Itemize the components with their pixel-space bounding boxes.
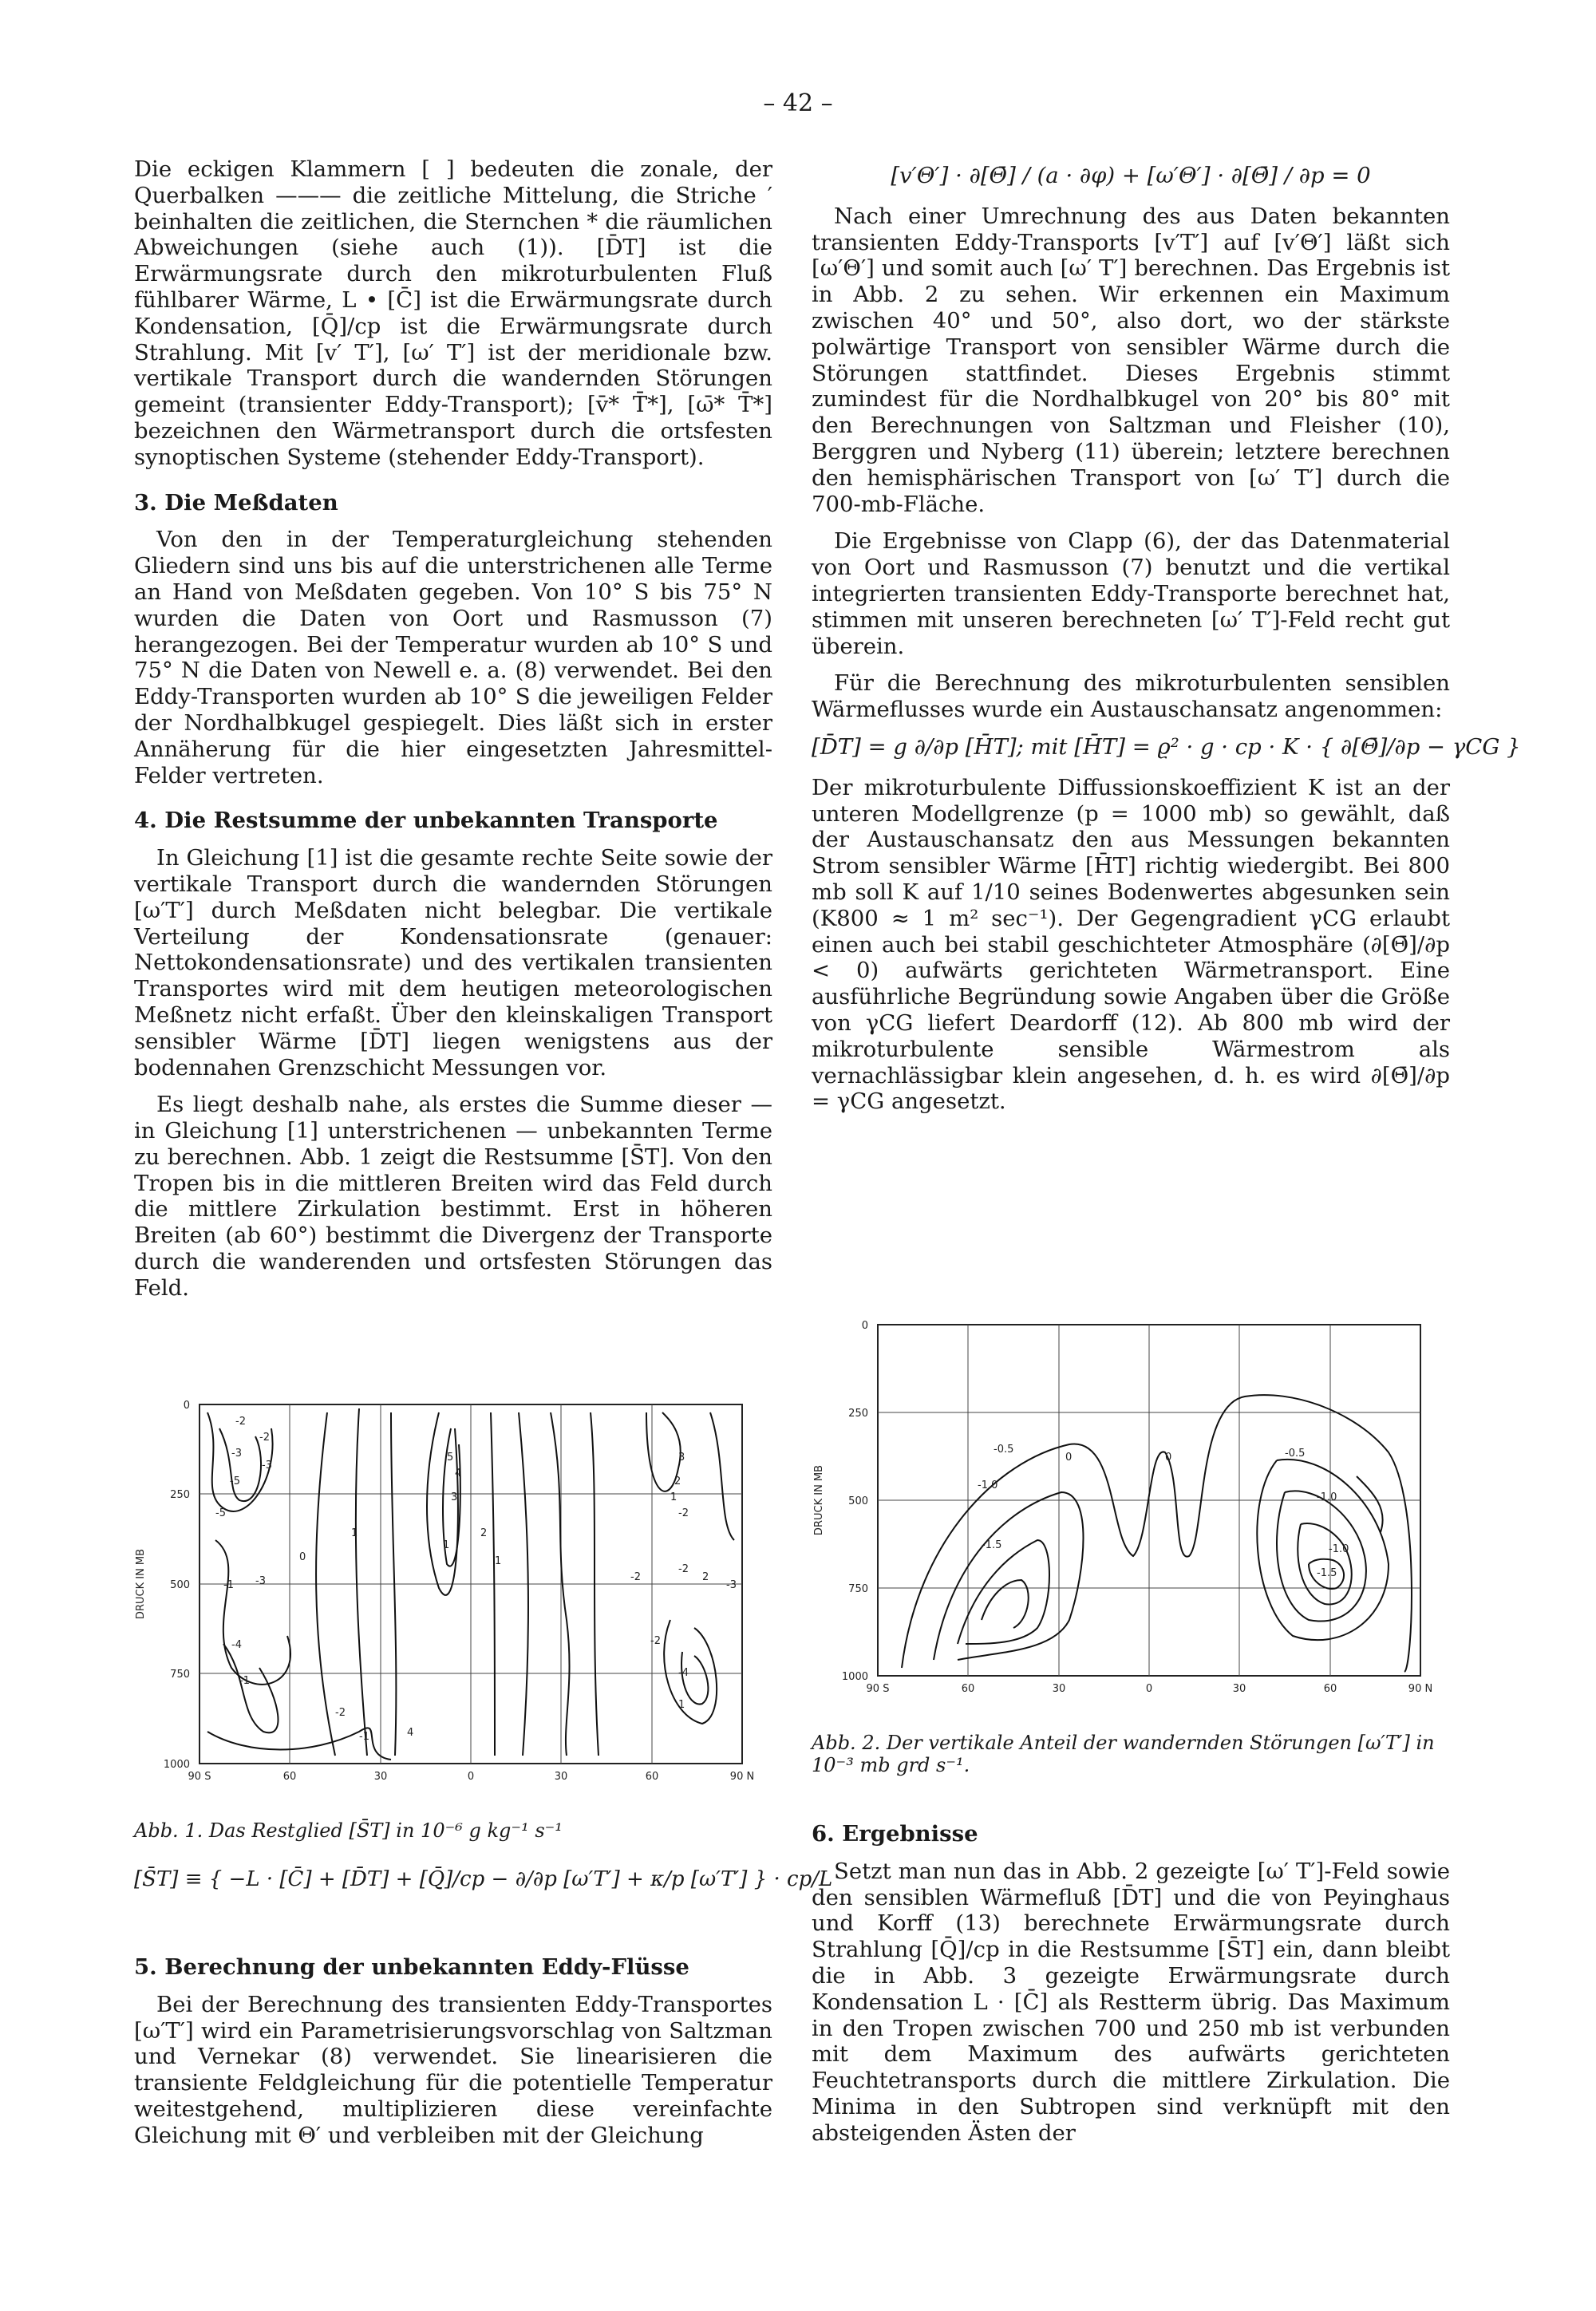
equation-mid: [D̄T] = g ∂/∂p [H̄T]; mit [H̄T] = ϱ² · g · cp · K · { ∂[Θ̄]/∂p − γCG } [812, 733, 1521, 760]
fig1-contour-label: -1 [359, 1731, 369, 1743]
fig1-contour-label: -2 [235, 1416, 246, 1428]
fig1-contour-label: -1 [239, 1675, 250, 1687]
right-para-4: Der mikroturbulente Diffussionskoeffizient K ist an der unteren Modellgrenze (p = 1000 mb) so gewählt, daß der Austauschansatz den aus Messungen bekannten Strom sensibler Wärme [H̄T] richtig wiedergibt. Bei 800 mb soll K auf 1/10 seines Bodenwertes abgesunken sein (K800 ≈ 1 m² sec⁻¹). Der Gegengradient γCG erlaubt einen auch bei stabil geschichteter Atmosphäre (∂[Θ̄]/∂p < 0) aufwärts gerichteten Wärmetransport. Eine ausführliche Begründung sowie Angaben über die Größe von γCG liefert Deardorff (12). Ab 800 mb wird der mikroturbulente sensible Wärmestrom als vernachlässigbar klein angesehen, d. h. es wird ∂[Θ̄]/∂p = γCG angesetzt. [812, 774, 1450, 1115]
fig1-contour-label: 1 [351, 1527, 358, 1539]
fig2-ytick: 1000 [841, 1671, 868, 1683]
fig2-contour-label: -1.0 [978, 1479, 998, 1491]
fig1-ytick: 1000 [163, 1759, 190, 1771]
figure-1-caption: Abb. 1. Das Restglied [S̄T] in 10⁻⁶ g kg⁻¹ s⁻¹ [134, 1819, 563, 1842]
fig1-ytick: 0 [183, 1400, 190, 1412]
fig1-xtick: 30 [554, 1771, 568, 1783]
fig1-contour-label: 1 [670, 1491, 678, 1503]
section-6-heading: 6. Ergebnisse [812, 1821, 978, 1847]
figure-2-plot [798, 1301, 1468, 1716]
section-6-text: Setzt man nun das in Abb. 2 gezeigte [ω′ T′]-Feld sowie den sensiblen Wärmefluß [D̄T] und die von Peyinghaus und Korff (13) berechnete Erwärmungsrate durch Strahlung [Q̄]/cp in die Restsumme [S̄T] ein, dann bleibt die in Abb. 3 gezeigte Erwärmungsrate durch Kondensation L · [C̄] als Restterm übrig. Das Maximum in den Tropen zwischen 700 und 250 mb ist verbunden mit dem Maximum des aufwärts gerichteten Feuchtetransports durch die mittlere Zirkulation. Die Minima in den Subtropen sind verknüpft mit den absteigenden Ästen der [812, 1858, 1450, 2146]
section-4-heading: 4. Die Restsumme der unbekannten Transporte [134, 808, 718, 834]
fig2-xtick: 60 [1323, 1683, 1337, 1695]
section-5-heading: 5. Berechnung der unbekannten Eddy-Flüsse [134, 1954, 689, 1980]
fig1-xtick: 90 N [729, 1771, 755, 1783]
fig1-contour-label: -2 [678, 1563, 689, 1575]
page-number: – 42 – [763, 89, 833, 117]
fig2-xtick: 90 S [866, 1683, 890, 1695]
fig1-contour-label: -5 [230, 1475, 240, 1487]
fig1-contour-label: 2 [674, 1475, 681, 1487]
right-para-3: Für die Berechnung des mikroturbulenten sensiblen Wärmeflusses wurde ein Austauschansatz angenommen: [812, 670, 1450, 723]
right-column-lower [812, 1802, 1450, 2158]
fig1-contour-label: 4 [407, 1727, 414, 1739]
fig1-xtick: 30 [373, 1771, 388, 1783]
fig1-contour-label: 2 [480, 1527, 488, 1539]
section-3-heading: 3. Die Meßdaten [134, 489, 338, 516]
fig1-contour-label: -2 [678, 1507, 689, 1519]
figure-1 [120, 1381, 782, 1827]
fig2-contour-label: -1.5 [1317, 1567, 1337, 1579]
fig1-contour-label: 4 [455, 1468, 462, 1479]
fig1-contour-label: 0 [299, 1551, 306, 1563]
fig1-contour-label: 5 [447, 1452, 454, 1464]
fig2-ytick: 0 [861, 1320, 868, 1332]
fig2-ytick: 500 [848, 1495, 868, 1507]
right-para-1: Nach einer Umrechnung des aus Daten bekannten transienten Eddy-Transports [v′T′] auf [v′Θ′] läßt sich [ω′Θ′] und somit auch [ω′ T′] berechnen. Das Ergebnis ist in Abb. 2 zu sehen. Wir erkennen ein Maximum zwischen 40° und 50°, also dort, wo der stärkste polwärtige Transport von sensibler Wärme durch die Störungen stattfindet. Dieses Ergebnis stimmt zumindest für die Nordhalbkugel von 20° bis 80° mit den Berechnungen von Saltzman und Fleisher (10), Berggren und Nyberg (11) überein; letztere berechnen den hemisphärischen Transport von [ω′ T′] durch die 700-mb-Fläche. [812, 203, 1450, 517]
fig1-ytick: 250 [170, 1489, 190, 1501]
fig1-xtick: 0 [467, 1771, 475, 1783]
right-column [812, 156, 1521, 1126]
fig2-xtick: 30 [1232, 1683, 1246, 1695]
fig1-ylabel: DRUCK IN MB [135, 1548, 147, 1620]
section-5-text: Bei der Berechnung des transienten Eddy-Transportes [ω′T′] wird ein Parametrisierungsvorschlag von Saltzman und Vernekar (8) verwendet. Sie linearisieren die transiente Feldgleichung für die potentielle Temperatur weitestgehend, multiplizieren diese vereinfachte Gleichung mit Θ′ und verbleiben mit der Gleichung [134, 1991, 772, 2148]
fig2-xtick: 0 [1145, 1683, 1153, 1695]
equation-top: [v′Θ′] · ∂[Θ̄] / (a · ∂φ) + [ω′Θ′] · ∂[Θ̄] / ∂p = 0 [891, 163, 1371, 188]
fig1-contour-label: 3 [678, 1452, 685, 1464]
fig2-contour-label: -1.0 [1317, 1491, 1337, 1503]
figure-2 [798, 1301, 1468, 1716]
fig1-contour-label: 1 [443, 1539, 450, 1551]
fig1-contour-label: -3 [726, 1579, 737, 1591]
fig1-xtick: 90 S [188, 1771, 211, 1783]
fig2-contour-label: -0.5 [994, 1444, 1014, 1456]
fig1-contour-label: 1 [495, 1555, 502, 1567]
fig1-ytick: 750 [170, 1669, 190, 1681]
fig1-contour-label: 3 [451, 1491, 458, 1503]
fig1-contour-label: -3 [231, 1448, 242, 1460]
fig1-ytick: 500 [170, 1579, 190, 1591]
fig2-contour-label: -0.5 [1285, 1448, 1306, 1460]
right-para-2: Die Ergebnisse von Clapp (6), der das Datenmaterial von Oort und Rasmusson (7) benutzt und die vertikal integrierten transienten Eddy-Transporte berechnet hat, stimmen mit unseren berechneten [ω′ T′]-Feld recht gut überein. [812, 528, 1450, 659]
fig1-contour-label: -3 [262, 1460, 272, 1472]
fig2-ylabel: DRUCK IN MB [813, 1464, 825, 1536]
fig1-contour-label: 1 [678, 1699, 685, 1711]
fig2-contour-label: -1.5 [982, 1539, 1002, 1551]
fig1-contour-label: -5 [215, 1507, 226, 1519]
fig2-ytick: 750 [848, 1583, 868, 1595]
section-3-text: Von den in der Temperaturgleichung stehenden Gliedern sind uns bis auf die unterstrichenen alle Terme an Hand von Meßdaten gegeben. Von 10° S bis 75° N wurden die Daten von Oort und Rasmusson (7) herangezogen. Bei der Temperatur wurden ab 10° S und 75° N die Daten von Newell e. a. (8) verwendet. Bei den Eddy-Transporten wurden ab 10° S die jeweiligen Felder der Nordhalbkugel gespiegelt. Dies läßt sich in erster Annäherung für die hier eingesetzten Jahresmittel-Felder vertreten. [134, 527, 772, 788]
figure-1-plot [120, 1381, 782, 1827]
fig1-contour-label: -2 [650, 1635, 661, 1647]
left-column-lower [134, 1935, 772, 2160]
fig2-ytick: 250 [848, 1408, 868, 1420]
fig1-contour-label: -3 [255, 1575, 266, 1587]
left-column [134, 156, 772, 1313]
fig2-xtick: 90 N [1408, 1683, 1433, 1695]
fig2-xtick: 60 [961, 1683, 975, 1695]
fig1-contour-label: -4 [231, 1639, 242, 1651]
fig1-xtick: 60 [645, 1771, 659, 1783]
section-4-text-1: In Gleichung [1] ist die gesamte rechte Seite sowie der vertikale Transport durch die wandernden Störungen [ω′T′] durch Meßdaten nicht belegbar. Die vertikale Verteilung der Kondensationsrate (genauer: Nettokondensationsrate) und des vertikalen transienten Transportes wird mit dem heutigen meteorologischen Meßnetz nicht erfaßt. Über den kleinskaligen Transport sensibler Wärme [D̄T] liegen wenigstens aus der bodennahen Grenzschicht Messungen vor. [134, 845, 772, 1080]
fig1-contour-label: -4 [678, 1667, 689, 1679]
fig1-contour-label: -1 [223, 1579, 234, 1591]
fig2-xtick: 30 [1052, 1683, 1066, 1695]
fig2-contour-label: 0 [1165, 1452, 1172, 1464]
figure-1-formula: [S̄T] ≡ { −L · [C̄] + [D̄T] + [Q̄]/cp − ∂/∂p [ω′T′] + κ/p [ω′T′] } · cp/L [134, 1867, 833, 1891]
fig1-contour-label: -2 [259, 1432, 270, 1444]
fig1-contour-label: -2 [630, 1571, 641, 1583]
fig1-contour-label: -2 [335, 1707, 346, 1719]
figure-2-caption: Abb. 2. Der vertikale Anteil der wandernden Störungen [ω′T′] in 10⁻³ mb grd s⁻¹. [812, 1732, 1435, 1776]
intro-paragraph: Die eckigen Klammern [ ] bedeuten die zonale, der Querbalken ——— die zeitliche Mittelung, die Striche ′ beinhalten die zeitlichen, die Sternchen * die räumlichen Abweichungen (siehe auch (1)). [D̄T] ist die Erwärmungsrate durch den mikroturbulenten Fluß fühlbarer Wärme, L • [C̄] ist die Erwärmungsrate durch Kondensation, [Q̄]/cp ist die Erwärmungsrate durch Strahlung. Mit [v′ T′], [ω′ T′] ist der meridionale bzw. vertikale Transport durch die wandernden Störungen gemeint (transienter Eddy-Transport); [v̄* T̄*], [ω̄* T̄*] bezeichnen den Wärmetransport durch die ortsfesten synoptischen Systeme (stehender Eddy-Transport). [134, 156, 772, 470]
fig1-contour-label: 2 [702, 1571, 709, 1583]
fig2-contour-label: -1.0 [1329, 1543, 1349, 1555]
section-4-text-2: Es liegt deshalb nahe, als erstes die Summe dieser — in Gleichung [1] unterstrichenen — unbekannten Terme zu berechnen. Abb. 1 zeigt die Restsumme [S̄T]. Von den Tropen bis in die mittleren Breiten wird das Feld durch die mittlere Zirkulation bestimmt. Erst in höheren Breiten (ab 60°) bestimmt die Divergenz der Transporte durch die wanderenden und ortsfesten Störungen das Feld. [134, 1092, 772, 1301]
fig1-xtick: 60 [282, 1771, 297, 1783]
fig2-contour-label: 0 [1065, 1452, 1073, 1464]
